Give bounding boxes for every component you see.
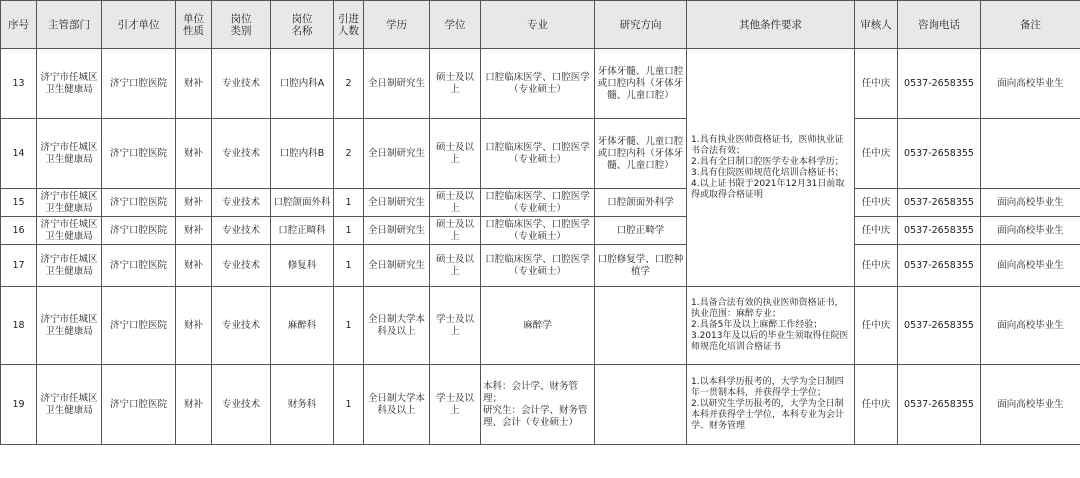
post-name-cell: 麻醉科 <box>271 287 334 365</box>
column-header: 单位 性质 <box>176 1 212 49</box>
department-cell: 济宁市任城区卫生健康局 <box>37 119 102 189</box>
table-row <box>1 287 1080 365</box>
column-header: 咨询电话 <box>898 1 981 49</box>
education-cell: 全日制研究生 <box>364 189 430 217</box>
note-cell: 面向高校毕业生 <box>981 245 1080 287</box>
column-header: 其他条件要求 <box>687 1 855 49</box>
reviewer-cell: 任中庆 <box>855 189 898 217</box>
column-header: 岗位 类别 <box>212 1 271 49</box>
row-number: 13 <box>1 49 37 119</box>
education-cell: 全日制研究生 <box>364 245 430 287</box>
unit-cell: 济宁口腔医院 <box>102 287 176 365</box>
row-number: 16 <box>1 217 37 245</box>
table-row <box>1 119 1080 189</box>
reviewer-cell: 任中庆 <box>855 217 898 245</box>
nature-cell: 财补 <box>176 365 212 445</box>
department-cell: 济宁市任城区卫生健康局 <box>37 49 102 119</box>
degree-cell: 硕士及以上 <box>430 245 481 287</box>
nature-cell: 财补 <box>176 287 212 365</box>
phone-cell: 0537-2658355 <box>898 245 981 287</box>
degree-cell: 硕士及以上 <box>430 119 481 189</box>
unit-cell: 济宁口腔医院 <box>102 189 176 217</box>
column-header: 主管部门 <box>37 1 102 49</box>
direction-cell: 牙体牙髓、儿童口腔或口腔内科（牙体牙髓、儿童口腔） <box>595 49 687 119</box>
category-cell: 专业技术 <box>212 365 271 445</box>
phone-cell: 0537-2658355 <box>898 119 981 189</box>
note-cell: 面向高校毕业生 <box>981 287 1080 365</box>
direction-cell: 口腔正畸学 <box>595 217 687 245</box>
column-header: 引进 人数 <box>334 1 364 49</box>
count-cell: 2 <box>334 119 364 189</box>
column-header: 学位 <box>430 1 481 49</box>
reviewer-cell: 任中庆 <box>855 49 898 119</box>
column-header: 审核人 <box>855 1 898 49</box>
reviewer-cell: 任中庆 <box>855 245 898 287</box>
row-number: 18 <box>1 287 37 365</box>
nature-cell: 财补 <box>176 245 212 287</box>
header-row <box>1 1 1080 49</box>
column-header: 岗位 名称 <box>271 1 334 49</box>
direction-cell <box>595 287 687 365</box>
column-header: 引才单位 <box>102 1 176 49</box>
unit-cell: 济宁口腔医院 <box>102 119 176 189</box>
row-number: 17 <box>1 245 37 287</box>
column-header: 学历 <box>364 1 430 49</box>
degree-cell: 硕士及以上 <box>430 49 481 119</box>
category-cell: 专业技术 <box>212 287 271 365</box>
conditions-cell: 1.具备合法有效的执业医师资格证书，执业范围：麻醉专业； 2.具备5年及以上麻醉工作经验； 3.2013年及以后的毕业生须取得住院医师规范化培训合格证书 <box>687 287 855 365</box>
column-header: 研究方向 <box>595 1 687 49</box>
major-cell: 口腔临床医学、口腔医学（专业硕士） <box>481 189 595 217</box>
department-cell: 济宁市任城区卫生健康局 <box>37 245 102 287</box>
post-name-cell: 修复科 <box>271 245 334 287</box>
column-header: 备注 <box>981 1 1080 49</box>
education-cell: 全日制研究生 <box>364 119 430 189</box>
row-number: 14 <box>1 119 37 189</box>
reviewer-cell: 任中庆 <box>855 119 898 189</box>
major-cell: 口腔临床医学、口腔医学（专业硕士） <box>481 119 595 189</box>
phone-cell: 0537-2658355 <box>898 217 981 245</box>
phone-cell: 0537-2658355 <box>898 365 981 445</box>
phone-cell: 0537-2658355 <box>898 189 981 217</box>
count-cell: 1 <box>334 287 364 365</box>
phone-cell: 0537-2658355 <box>898 49 981 119</box>
post-name-cell: 口腔颌面外科 <box>271 189 334 217</box>
category-cell: 专业技术 <box>212 217 271 245</box>
count-cell: 1 <box>334 245 364 287</box>
table-row <box>1 245 1080 287</box>
table-row <box>1 217 1080 245</box>
education-cell: 全日制研究生 <box>364 49 430 119</box>
nature-cell: 财补 <box>176 189 212 217</box>
major-cell: 麻醉学 <box>481 287 595 365</box>
table-row <box>1 365 1080 445</box>
row-number: 19 <box>1 365 37 445</box>
education-cell: 全日制研究生 <box>364 217 430 245</box>
unit-cell: 济宁口腔医院 <box>102 49 176 119</box>
count-cell: 1 <box>334 217 364 245</box>
reviewer-cell: 任中庆 <box>855 287 898 365</box>
category-cell: 专业技术 <box>212 49 271 119</box>
direction-cell <box>595 365 687 445</box>
count-cell: 1 <box>334 189 364 217</box>
reviewer-cell: 任中庆 <box>855 365 898 445</box>
table-row <box>1 189 1080 217</box>
post-name-cell: 口腔内科A <box>271 49 334 119</box>
note-cell: 面向高校毕业生 <box>981 189 1080 217</box>
column-header: 专业 <box>481 1 595 49</box>
unit-cell: 济宁口腔医院 <box>102 365 176 445</box>
post-name-cell: 口腔正畸科 <box>271 217 334 245</box>
direction-cell: 口腔颌面外科学 <box>595 189 687 217</box>
degree-cell: 硕士及以上 <box>430 189 481 217</box>
category-cell: 专业技术 <box>212 245 271 287</box>
department-cell: 济宁市任城区卫生健康局 <box>37 365 102 445</box>
unit-cell: 济宁口腔医院 <box>102 217 176 245</box>
nature-cell: 财补 <box>176 217 212 245</box>
degree-cell: 学士及以上 <box>430 287 481 365</box>
direction-cell: 牙体牙髓、儿童口腔或口腔内科（牙体牙髓、儿童口腔） <box>595 119 687 189</box>
count-cell: 2 <box>334 49 364 119</box>
note-cell: 面向高校毕业生 <box>981 365 1080 445</box>
department-cell: 济宁市任城区卫生健康局 <box>37 287 102 365</box>
shared-conditions-cell: 1.具有执业医师资格证书，医师执业证书合法有效； 2.具有全日制口腔医学专业本科学历； 3.具有住院医师规范化培训合格证书； 4.以上证书限于2021年12月31日前取得或取得合格证明 <box>687 49 855 287</box>
degree-cell: 硕士及以上 <box>430 217 481 245</box>
unit-cell: 济宁口腔医院 <box>102 245 176 287</box>
category-cell: 专业技术 <box>212 119 271 189</box>
education-cell: 全日制大学本科及以上 <box>364 287 430 365</box>
direction-cell: 口腔修复学、口腔种植学 <box>595 245 687 287</box>
post-name-cell: 口腔内科B <box>271 119 334 189</box>
conditions-cell: 1.以本科学历报考的，大学为全日制四年一贯制本科，并获得学士学位； 2.以研究生学历报考的，大学为全日制本科并获得学士学位，本科专业为会计学、财务管理 <box>687 365 855 445</box>
major-cell: 本科：会计学、财务管理； 研究生：会计学、财务管理、会计（专业硕士） <box>481 365 595 445</box>
note-cell: 面向高校毕业生 <box>981 217 1080 245</box>
note-cell <box>981 119 1080 189</box>
major-cell: 口腔临床医学、口腔医学（专业硕士） <box>481 49 595 119</box>
post-name-cell: 财务科 <box>271 365 334 445</box>
major-cell: 口腔临床医学、口腔医学（专业硕士） <box>481 245 595 287</box>
count-cell: 1 <box>334 365 364 445</box>
department-cell: 济宁市任城区卫生健康局 <box>37 189 102 217</box>
nature-cell: 财补 <box>176 49 212 119</box>
phone-cell: 0537-2658355 <box>898 287 981 365</box>
category-cell: 专业技术 <box>212 189 271 217</box>
nature-cell: 财补 <box>176 119 212 189</box>
row-number: 15 <box>1 189 37 217</box>
education-cell: 全日制大学本科及以上 <box>364 365 430 445</box>
department-cell: 济宁市任城区卫生健康局 <box>37 217 102 245</box>
major-cell: 口腔临床医学、口腔医学（专业硕士） <box>481 217 595 245</box>
column-header: 序号 <box>1 1 37 49</box>
note-cell: 面向高校毕业生 <box>981 49 1080 119</box>
degree-cell: 学士及以上 <box>430 365 481 445</box>
table-row <box>1 49 1080 119</box>
